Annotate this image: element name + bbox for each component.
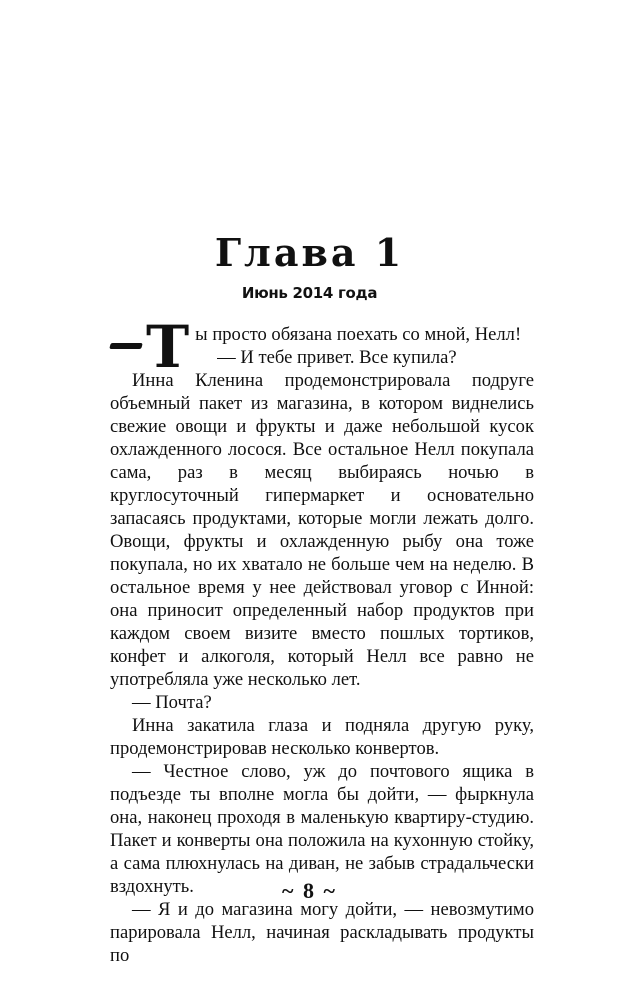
paragraph-1-text: ы просто обязана поехать со мной, Нелл! [195,324,522,345]
drop-cap-dash [109,343,143,349]
paragraph-4: — Почта? [132,692,212,713]
paragraph-2: — И тебе привет. Все купила? [217,347,457,368]
page-number: ~ 8 ~ [282,878,337,903]
paragraph-5: Инна закатила глаза и подняла другую руку, продемонстрировав несколько конвертов. [110,715,534,759]
drop-cap-letter: Т [146,313,190,381]
paragraph-3: Инна Кленина продемонстрировала подруге объемный пакет из магазина, в котором виднелись свежие овощи и фрукты и даже небольшой кусок охлажденного лосося. Все остальное Нелл покупала сама, раз в месяц выбираясь ночью в круглосуточный гипермаркет и основательно запасаясь продуктами, которые могли лежать долго. Овощи, фрукты и охлажденную рыбу она тоже покупала, но их хватало не больше чем на неделю. В остальное время у нее действовал уговор с Инной: она приносит определенный набор продуктов при каждом своем визите вместо пошлых тортиков, конфет и алкоголя, который Нелл все равно не употребляла уже несколько лет. [110,370,534,690]
chapter-subtitle: Июнь 2014 года [241,284,378,302]
paragraph-6: — Честное слово, уж до почтового ящика в подъезде ты вполне могла бы дойти, — фыркнула она, наконец проходя в маленькую квартиру-студию. Пакет и конверты она положила на кухонную стойку, а сама плюхнулась на диван, не забыв страдальчески вздохнуть. [110,761,534,897]
body-text [110,313,534,967]
chapter-title: Глава 1 [214,230,405,275]
drop-cap [110,313,190,381]
paragraph-7: — Я и до магазина могу дойти, — невозмутимо парировала Нелл, начиная раскладывать продукты по [110,899,534,966]
